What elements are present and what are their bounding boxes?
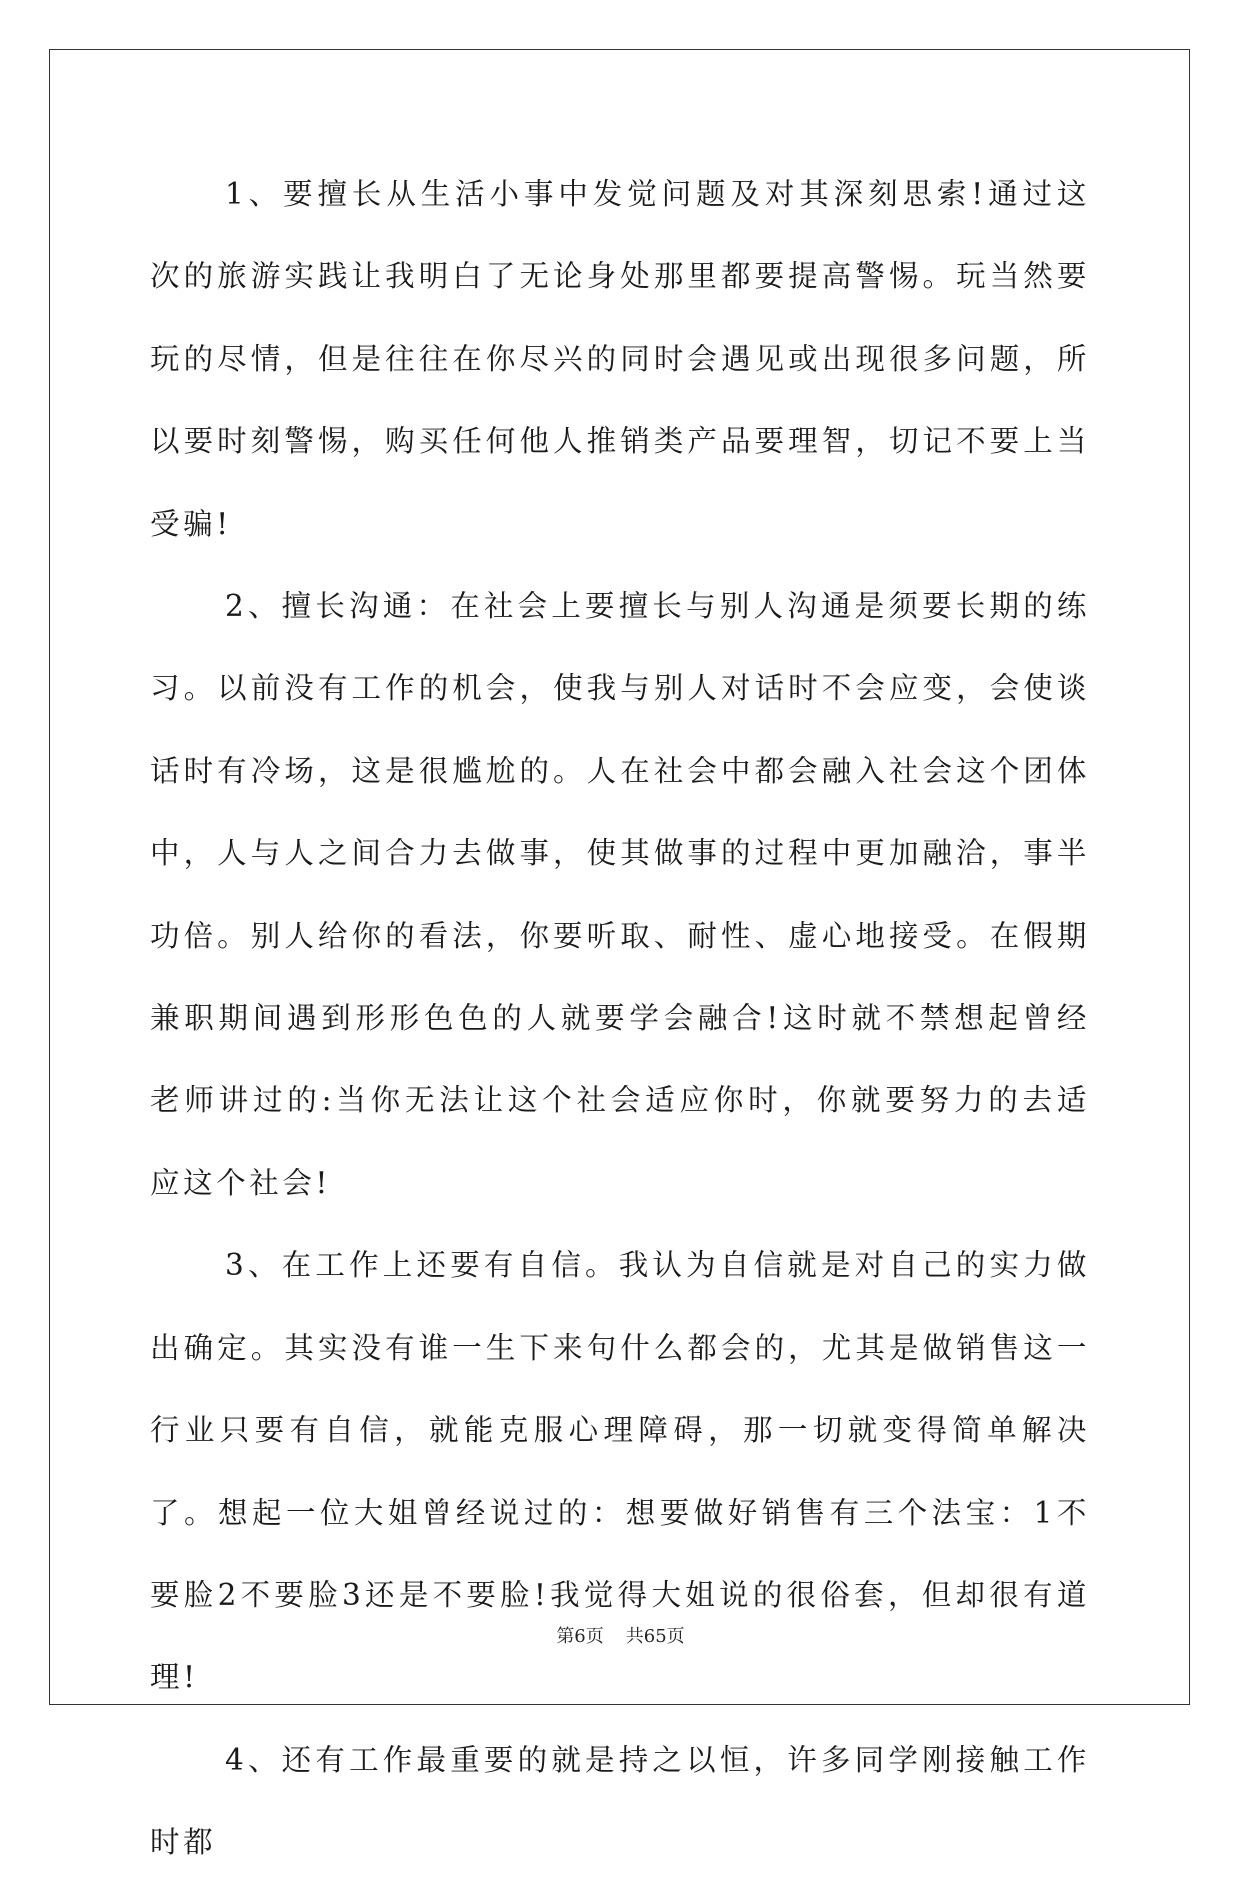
paragraph-3: 3、在工作上还要有自信。我认为自信就是对自己的实力做出确定。其实没有谁一生下来句什么都会的，尤其是做销售这一行业只要有自信，就能克服心理障碍，那一切就变得简单解决了。想起一位大姐曾经说过的：想要做好销售有三个法宝：1不要脸2不要脸3还是不要脸!我觉得大姐说的很俗套，但却很有道理!: [150, 1248, 1090, 1695]
paragraph-4: 4、还有工作最重要的就是持之以恒，许多同学刚接触工作时都: [150, 1742, 1090, 1860]
paragraph-1: 1、要擅长从生活小事中发觉问题及对其深刻思索!通过这次的旅游实践让我明白了无论身处那里都要提高警惕。玩当然要玩的尽情，但是往往在你尽兴的同时会遇见或出现很多问题，所以要时刻警惕，购买任何他人推销类产品要理智，切记不要上当受骗!: [150, 177, 1090, 541]
paragraph-2: 2、擅长沟通：在社会上要擅长与别人沟通是须要长期的练习。以前没有工作的机会，使我与别人对话时不会应变，会使谈话时有冷场，这是很尴尬的。人在社会中都会融入社会这个团体中，人与人之间合力去做事，使其做事的过程中更加融洽，事半功倍。别人给你的看法，你要听取、耐性、虚心地接受。在假期兼职期间遇到形形色色的人就要学会融合!这时就不禁想起曾经老师讲过的:当你无法让这个社会适应你时，你就要努力的去适应这个社会!: [150, 589, 1090, 1200]
page-number: 第6页: [556, 1626, 604, 1647]
page-footer: [0, 1622, 1241, 1648]
page-total: 共65页: [625, 1626, 685, 1647]
